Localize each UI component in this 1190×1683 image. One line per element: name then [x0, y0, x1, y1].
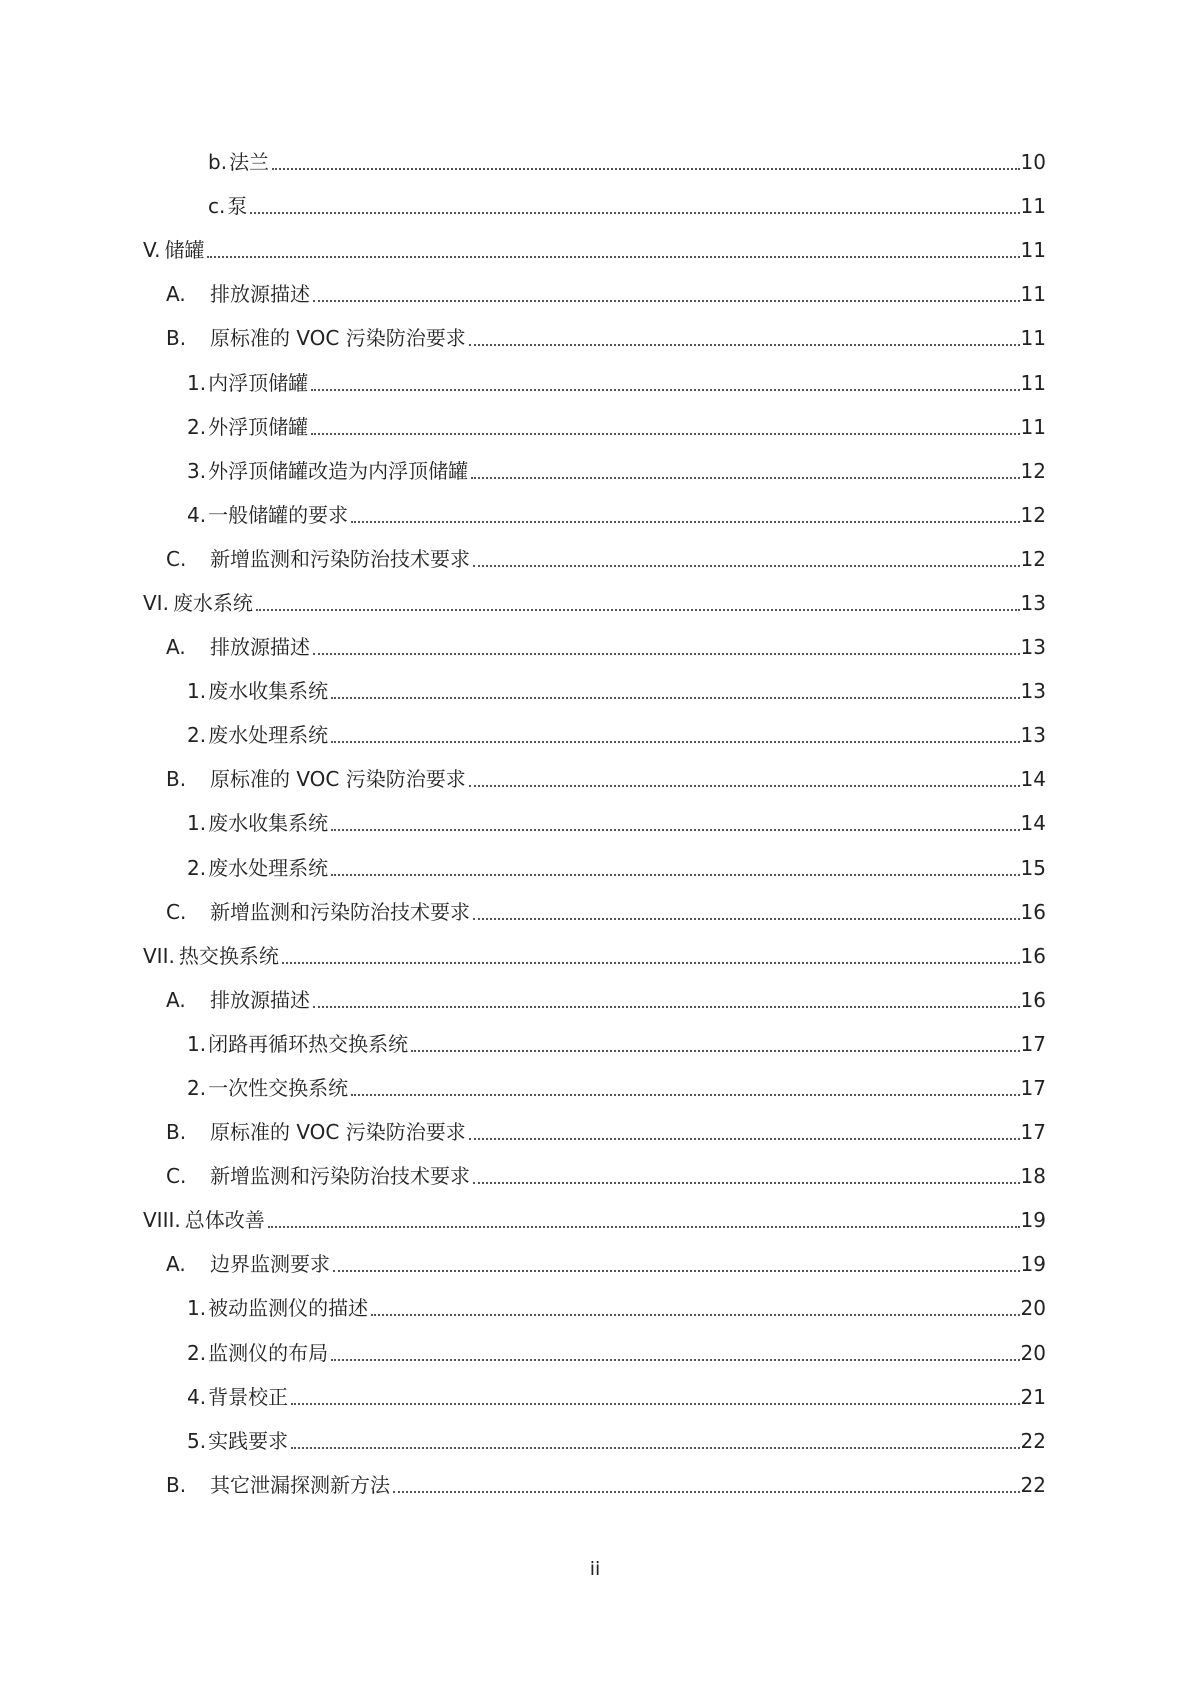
toc-entry-page: 11 — [1020, 194, 1046, 219]
toc-entry-number: C. — [166, 1164, 187, 1189]
toc-entry-title: 废水处理系统 — [208, 723, 329, 748]
dot-leader — [291, 1447, 1019, 1449]
toc-entry-title: 废水系统 — [172, 590, 253, 615]
toc-entry-page: 19 — [1020, 1208, 1046, 1233]
toc-entry[interactable] — [0, 801, 1190, 845]
toc-entry-page: 13 — [1020, 723, 1046, 748]
toc-entry-page: 22 — [1020, 1472, 1046, 1497]
toc-entry-title: 原标准的 VOC 污染防治要求 — [210, 1120, 466, 1145]
toc-entry-title: 边界监测要求 — [210, 1252, 330, 1277]
toc-entry-title: 废水收集系统 — [208, 811, 329, 836]
toc-entry[interactable] — [0, 1242, 1190, 1286]
toc-entry-number: B. — [166, 1472, 187, 1497]
toc-entry[interactable] — [0, 140, 1190, 184]
dot-leader — [371, 1314, 1019, 1316]
toc-entry-page: 16 — [1020, 943, 1046, 968]
toc-entry[interactable] — [0, 1419, 1190, 1463]
toc-entry-number: VIII. — [143, 1208, 181, 1233]
toc-entry-number: B. — [166, 1120, 187, 1145]
toc-entry-title: 新增监测和污染防治技术要求 — [210, 899, 470, 924]
toc-entry-number: B. — [166, 767, 187, 792]
toc-entry[interactable] — [0, 1066, 1190, 1110]
toc-entry[interactable] — [0, 1375, 1190, 1419]
page-number-footer: ii — [589, 1558, 601, 1580]
dot-leader — [351, 521, 1019, 523]
toc-entry[interactable] — [0, 757, 1190, 801]
toc-entry-title: 排放源描述 — [210, 635, 310, 660]
toc-entry-number: 2. — [187, 414, 207, 439]
toc-entry[interactable] — [0, 493, 1190, 537]
toc-entry-page: 12 — [1020, 546, 1046, 571]
toc-entry-title: 废水收集系统 — [208, 679, 329, 704]
toc-entry-number: 4. — [187, 502, 207, 527]
toc-entry[interactable] — [0, 316, 1190, 360]
toc-entry[interactable] — [0, 1463, 1190, 1507]
dot-leader — [313, 300, 1020, 302]
toc-entry-title: 其它泄漏探测新方法 — [210, 1472, 390, 1497]
toc-entry-page: 15 — [1020, 855, 1046, 880]
toc-entry-title: 泵 — [227, 194, 248, 219]
dot-leader — [272, 168, 1019, 170]
toc-entry-number: 2. — [187, 723, 207, 748]
dot-leader — [473, 1182, 1020, 1184]
toc-entry-title: 原标准的 VOC 污染防治要求 — [210, 326, 466, 351]
toc-entry-title: 新增监测和污染防治技术要求 — [210, 1164, 470, 1189]
dot-leader — [313, 653, 1020, 655]
toc-entry-title: 监测仪的布局 — [208, 1340, 329, 1365]
toc-entry[interactable] — [0, 1154, 1190, 1198]
toc-entry-title: 背景校正 — [208, 1384, 289, 1409]
toc-entry-page: 14 — [1020, 767, 1046, 792]
toc-entry-title: 被动监测仪的描述 — [208, 1296, 369, 1321]
dot-leader — [351, 1094, 1019, 1096]
dot-leader — [331, 829, 1019, 831]
table-of-contents — [0, 140, 1190, 1507]
toc-entry-number: A. — [166, 987, 186, 1012]
toc-entry-page: 11 — [1020, 370, 1046, 395]
toc-entry-page: 17 — [1020, 1031, 1046, 1056]
toc-entry-number: VI. — [143, 590, 169, 615]
toc-entry[interactable] — [0, 890, 1190, 934]
toc-entry-number: C. — [166, 899, 187, 924]
toc-entry-page: 17 — [1020, 1120, 1046, 1145]
toc-entry[interactable] — [0, 272, 1190, 316]
toc-entry-number: 2. — [187, 855, 207, 880]
toc-entry-number: b. — [208, 150, 228, 175]
toc-entry-number: V. — [143, 238, 161, 263]
toc-entry-page: 14 — [1020, 811, 1046, 836]
toc-entry[interactable] — [0, 625, 1190, 669]
toc-entry-title: 内浮顶储罐 — [208, 370, 309, 395]
toc-entry[interactable] — [0, 405, 1190, 449]
toc-entry-title: 法兰 — [229, 150, 270, 175]
toc-entry-title: 一般储罐的要求 — [208, 502, 349, 527]
dot-leader — [469, 785, 1020, 787]
toc-entry-page: 13 — [1020, 590, 1046, 615]
toc-entry[interactable] — [0, 669, 1190, 713]
toc-entry[interactable] — [0, 581, 1190, 625]
toc-entry-title: 储罐 — [164, 238, 205, 263]
toc-entry-page: 20 — [1020, 1296, 1046, 1321]
toc-entry[interactable] — [0, 228, 1190, 272]
toc-entry-title: 外浮顶储罐改造为内浮顶储罐 — [208, 458, 469, 483]
toc-entry[interactable] — [0, 1198, 1190, 1242]
toc-entry-page: 20 — [1020, 1340, 1046, 1365]
toc-entry-page: 22 — [1020, 1428, 1046, 1453]
toc-entry-number: c. — [208, 194, 226, 219]
dot-leader — [331, 697, 1019, 699]
toc-entry-number: 1. — [187, 1031, 207, 1056]
toc-entry[interactable] — [0, 1110, 1190, 1154]
toc-entry-number: 1. — [187, 370, 207, 395]
dot-leader — [411, 1050, 1019, 1052]
toc-entry[interactable] — [0, 184, 1190, 228]
dot-leader — [256, 609, 1020, 611]
toc-entry-page: 12 — [1020, 502, 1046, 527]
toc-entry-title: 一次性交换系统 — [208, 1076, 349, 1101]
toc-entry-number: C. — [166, 546, 187, 571]
toc-entry[interactable] — [0, 1022, 1190, 1066]
toc-entry[interactable] — [0, 934, 1190, 978]
dot-leader — [469, 1138, 1020, 1140]
toc-entry-page: 12 — [1020, 458, 1046, 483]
toc-entry-page: 19 — [1020, 1252, 1046, 1277]
toc-entry[interactable] — [0, 1286, 1190, 1330]
toc-entry[interactable] — [0, 1331, 1190, 1375]
dot-leader — [471, 477, 1019, 479]
dot-leader — [393, 1491, 1020, 1493]
toc-entry-number: VII. — [143, 943, 175, 968]
toc-entry-page: 13 — [1020, 635, 1046, 660]
dot-leader — [473, 565, 1020, 567]
toc-entry-title: 热交换系统 — [178, 943, 279, 968]
toc-entry-page: 11 — [1020, 326, 1046, 351]
toc-entry-number: 4. — [187, 1384, 207, 1409]
toc-entry-number: 1. — [187, 811, 207, 836]
dot-leader — [311, 433, 1019, 435]
dot-leader — [207, 256, 1019, 258]
toc-entry-page: 21 — [1020, 1384, 1046, 1409]
toc-entry-page: 11 — [1020, 238, 1046, 263]
toc-entry[interactable] — [0, 449, 1190, 493]
toc-entry-number: 5. — [187, 1428, 207, 1453]
toc-entry[interactable] — [0, 846, 1190, 890]
dot-leader — [331, 1359, 1019, 1361]
dot-leader — [469, 344, 1020, 346]
toc-entry-title: 外浮顶储罐 — [208, 414, 309, 439]
dot-leader — [313, 1006, 1020, 1008]
dot-leader — [268, 1226, 1020, 1228]
toc-entry-page: 13 — [1020, 679, 1046, 704]
toc-entry-page: 10 — [1020, 150, 1046, 175]
toc-entry-page: 16 — [1020, 987, 1046, 1012]
toc-entry-number: 3. — [187, 458, 207, 483]
toc-entry-title: 总体改善 — [184, 1208, 265, 1233]
dot-leader — [250, 212, 1019, 214]
toc-entry-title: 原标准的 VOC 污染防治要求 — [210, 767, 466, 792]
toc-entry-page: 11 — [1020, 414, 1046, 439]
toc-entry-number: A. — [166, 282, 186, 307]
toc-entry-page: 17 — [1020, 1076, 1046, 1101]
toc-entry-number: B. — [166, 326, 187, 351]
dot-leader — [311, 389, 1019, 391]
dot-leader — [331, 874, 1019, 876]
dot-leader — [473, 918, 1020, 920]
toc-entry[interactable] — [0, 713, 1190, 757]
toc-entry-page: 16 — [1020, 899, 1046, 924]
toc-entry-number: A. — [166, 635, 186, 660]
toc-entry-number: 1. — [187, 1296, 207, 1321]
toc-entry-title: 实践要求 — [208, 1428, 289, 1453]
toc-entry-page: 11 — [1020, 282, 1046, 307]
toc-entry[interactable] — [0, 978, 1190, 1022]
toc-entry-number: 1. — [187, 679, 207, 704]
toc-entry-number: 2. — [187, 1076, 207, 1101]
toc-entry-title: 排放源描述 — [210, 282, 310, 307]
dot-leader — [291, 1403, 1019, 1405]
toc-entry-page: 18 — [1020, 1164, 1046, 1189]
toc-entry-title: 排放源描述 — [210, 987, 310, 1012]
toc-entry-title: 新增监测和污染防治技术要求 — [210, 546, 470, 571]
toc-entry[interactable] — [0, 537, 1190, 581]
toc-entry-number: 2. — [187, 1340, 207, 1365]
toc-entry[interactable] — [0, 360, 1190, 404]
dot-leader — [333, 1270, 1020, 1272]
toc-entry-title: 闭路再循环热交换系统 — [208, 1031, 409, 1056]
toc-entry-number: A. — [166, 1252, 186, 1277]
dot-leader — [282, 962, 1020, 964]
dot-leader — [331, 741, 1019, 743]
toc-entry-title: 废水处理系统 — [208, 855, 329, 880]
